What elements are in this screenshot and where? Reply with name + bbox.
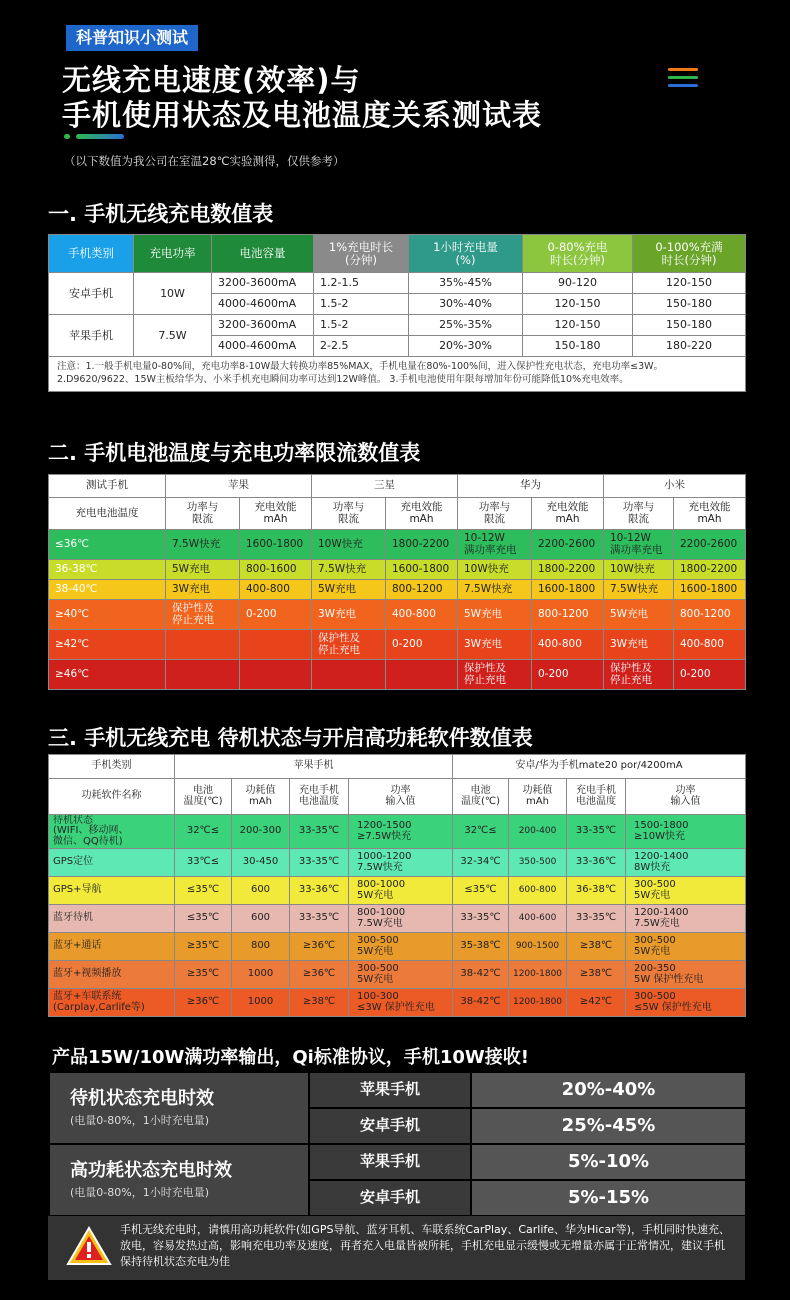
value-cell: 20%-30% <box>409 336 523 357</box>
value-cell: 32℃≤ <box>453 815 509 849</box>
power-usage-table <box>48 754 746 1017</box>
value-cell: 900-1500 <box>509 933 567 961</box>
phone-type: 安卓手机 <box>49 273 134 315</box>
value-cell: 33-35℃ <box>290 815 349 849</box>
value-cell: 200-350 5W 保护性充电 <box>626 961 746 989</box>
sub-header: 功率与 限流 <box>166 498 240 530</box>
value-cell: 33-36℃ <box>567 849 626 877</box>
charge-power: 10W <box>134 273 212 315</box>
value-cell: 5W充电 <box>166 560 240 580</box>
value-cell <box>312 660 386 690</box>
value-cell: 1.5-2 <box>314 294 409 315</box>
summary-brand: 苹果手机 <box>309 1072 471 1108</box>
summary-brand: 安卓手机 <box>309 1180 471 1216</box>
summary-state-title: 高功耗状态充电时效 <box>70 1159 232 1181</box>
value-cell: 1.5-2 <box>314 315 409 336</box>
sub-header: 功率 输入值 <box>349 779 453 815</box>
value-cell: 2200-2600 <box>532 530 604 560</box>
value-cell: ≥36℃ <box>175 989 232 1017</box>
app-name-cell: 蓝牙+通话 <box>49 933 175 961</box>
value-cell: 33-35℃ <box>453 905 509 933</box>
value-cell: 180-220 <box>633 336 746 357</box>
value-cell: 400-800 <box>674 630 746 660</box>
value-cell: 1600-1800 <box>386 560 458 580</box>
value-cell: ≥35℃ <box>175 933 232 961</box>
group-header-apple: 苹果手机 <box>175 755 453 779</box>
value-cell: 150-180 <box>523 336 633 357</box>
value-cell: 1600-1800 <box>240 530 312 560</box>
value-cell: 10W快充 <box>604 560 674 580</box>
value-cell: 30%-40% <box>409 294 523 315</box>
value-cell: 1500-1800 ≥10W快充 <box>626 815 746 849</box>
sub-header: 功率与 限流 <box>458 498 532 530</box>
value-cell: 33-35℃ <box>567 815 626 849</box>
corner-header: 手机类别 <box>49 755 175 779</box>
sub-header: 功耗值 mAh <box>509 779 567 815</box>
value-cell: 38-42℃ <box>453 989 509 1017</box>
value-cell <box>240 660 312 690</box>
summary-percentage: 5%-15% <box>471 1180 746 1216</box>
value-cell: 200-400 <box>509 815 567 849</box>
value-cell <box>166 660 240 690</box>
value-cell: 100-300 ≤3W 保护性充电 <box>349 989 453 1017</box>
section1-title: 一. 手机无线充电数值表 <box>48 202 274 226</box>
value-cell: ≥38℃ <box>567 933 626 961</box>
value-cell: 1800-2200 <box>532 560 604 580</box>
temperature-limit-table <box>48 474 746 690</box>
page-title-line2: 手机使用状态及电池温度关系测试表 <box>62 98 543 132</box>
app-name-cell: 蓝牙+视频播放 <box>49 961 175 989</box>
value-cell: ≥35℃ <box>175 961 232 989</box>
table-row <box>49 630 746 660</box>
corner-subheader: 功耗软件名称 <box>49 779 175 815</box>
temperature-cell: 36-38℃ <box>49 560 166 580</box>
table-row <box>49 560 746 580</box>
page-title-line1: 无线充电速度(效率)与 <box>62 63 361 97</box>
value-cell: 200-300 <box>232 815 290 849</box>
value-cell: 7.5W快充 <box>604 580 674 600</box>
app-name-cell: GPS定位 <box>49 849 175 877</box>
value-cell: 1200-1500 ≥7.5W快充 <box>349 815 453 849</box>
value-cell: 400-600 <box>509 905 567 933</box>
table-row <box>49 877 746 905</box>
value-cell: 0-200 <box>240 600 312 630</box>
summary-row <box>49 1144 746 1180</box>
value-cell: 400-800 <box>532 630 604 660</box>
value-cell: 3W充电 <box>312 600 386 630</box>
value-cell: 7.5W快充 <box>458 580 532 600</box>
value-cell <box>240 630 312 660</box>
app-name-cell: 待机状态 (WIFI、移动网、 微信、QQ待机) <box>49 815 175 849</box>
value-cell: 33-35℃ <box>290 849 349 877</box>
value-cell: 800 <box>232 933 290 961</box>
value-cell: ≥36℃ <box>290 961 349 989</box>
table-note: 注意：1.一般手机电量0-80%间，充电功率8-10W最大转换功率85%MAX，手机电量在80%-100%间，进入保护性充电状态，充电功率≤3W。 2.D9620/9622、15W主板给华为、小米手机充电瞬间功率可达到12W峰值。 3.手机电池使用年限每增加年份可能降低10%充电效率。 <box>49 357 746 392</box>
charge-power: 7.5W <box>134 315 212 357</box>
value-cell: ≥38℃ <box>567 961 626 989</box>
table-row <box>49 961 746 989</box>
summary-percentage: 25%-45% <box>471 1108 746 1144</box>
header-cell: 电池容量 <box>212 235 314 273</box>
sub-header: 充电效能 mAh <box>240 498 312 530</box>
value-cell: 400-800 <box>240 580 312 600</box>
sub-header: 功率与 限流 <box>604 498 674 530</box>
value-cell: ≥42℃ <box>567 989 626 1017</box>
value-cell: 保护性及 停止充电 <box>604 660 674 690</box>
value-cell: 1000 <box>232 961 290 989</box>
sub-header: 电池 温度(℃) <box>175 779 232 815</box>
temperature-cell: ≥42℃ <box>49 630 166 660</box>
sub-header: 充电手机 电池温度 <box>290 779 349 815</box>
value-cell: 2-2.5 <box>314 336 409 357</box>
value-cell: 1800-2200 <box>674 560 746 580</box>
table-row <box>49 905 746 933</box>
value-cell: 1600-1800 <box>674 580 746 600</box>
value-cell: 800-1600 <box>240 560 312 580</box>
app-name-cell: GPS+导航 <box>49 877 175 905</box>
value-cell: 1000 <box>232 989 290 1017</box>
value-cell: 3200-3600mA <box>212 315 314 336</box>
brand-header: 小米 <box>604 475 746 498</box>
summary-state-cell <box>49 1144 309 1216</box>
sub-header: 充电效能 mAh <box>532 498 604 530</box>
value-cell: 0-200 <box>532 660 604 690</box>
value-cell: 0-200 <box>386 630 458 660</box>
value-cell: 120-150 <box>523 315 633 336</box>
value-cell: 300-500 ≤5W 保护性充电 <box>626 989 746 1017</box>
value-cell: 800-1000 7.5W充电 <box>349 905 453 933</box>
value-cell: 90-120 <box>523 273 633 294</box>
value-cell: 120-150 <box>523 294 633 315</box>
value-cell: ≤35℃ <box>453 877 509 905</box>
value-cell <box>166 630 240 660</box>
value-cell: 10W快充 <box>312 530 386 560</box>
value-cell: 4000-4600mA <box>212 336 314 357</box>
value-cell: 120-150 <box>633 273 746 294</box>
summary-percentage: 5%-10% <box>471 1144 746 1180</box>
sub-header: 充电效能 mAh <box>674 498 746 530</box>
value-cell: 保护性及 停止充电 <box>458 660 532 690</box>
header-cell: 0-80%充电 时长(分钟) <box>523 235 633 273</box>
test-condition-note: （以下数值为我公司在室温28℃实验测得，仅供参考） <box>64 154 345 168</box>
value-cell: 800-1200 <box>674 600 746 630</box>
summary-state-cell <box>49 1072 309 1144</box>
value-cell: 1200-1800 <box>509 989 567 1017</box>
corner-subheader: 充电电池温度 <box>49 498 166 530</box>
section3-title: 三. 手机无线充电 待机状态与开启高功耗软件数值表 <box>48 726 533 750</box>
header-cell: 充电功率 <box>134 235 212 273</box>
value-cell: 4000-4600mA <box>212 294 314 315</box>
temperature-cell: ≤36℃ <box>49 530 166 560</box>
brand-header: 三星 <box>312 475 458 498</box>
table-row <box>49 315 746 336</box>
summary-state-sub: (电量0-80%，1小时充电量) <box>70 1185 209 1199</box>
value-cell: 3W充电 <box>604 630 674 660</box>
app-name-cell: 蓝牙+车联系统 (Carplay,Carlife等) <box>49 989 175 1017</box>
value-cell: 150-180 <box>633 315 746 336</box>
table-row <box>49 600 746 630</box>
value-cell: ≤35℃ <box>175 877 232 905</box>
value-cell: 5W充电 <box>604 600 674 630</box>
value-cell: 800-1000 5W充电 <box>349 877 453 905</box>
value-cell: 300-500 5W充电 <box>349 933 453 961</box>
warning-text: 手机无线充电时，请慎用高功耗软件(如GPS导航、蓝牙耳机、车联系统CarPlay、Carlife、华为Hicar等)，手机同时快速充、放电，容易发热过高，影响充电功率及速度，再者充入电量皆被所耗，手机充电显示缓慢或无增量亦属于正常情况，建议手机保持待机状态充电为佳 <box>120 1223 730 1268</box>
accent-dot <box>64 134 70 139</box>
section2-title: 二. 手机电池温度与充电功率限流数值表 <box>48 441 421 465</box>
value-cell: 2200-2600 <box>674 530 746 560</box>
value-cell: 1600-1800 <box>532 580 604 600</box>
value-cell: 33-36℃ <box>290 877 349 905</box>
value-cell: 33℃≤ <box>175 849 232 877</box>
brand-header: 苹果 <box>166 475 312 498</box>
table-row <box>49 933 746 961</box>
app-name-cell: 蓝牙待机 <box>49 905 175 933</box>
corner-header: 测试手机 <box>49 475 166 498</box>
value-cell: 33-35℃ <box>567 905 626 933</box>
value-cell: 350-500 <box>509 849 567 877</box>
value-cell: 300-500 5W充电 <box>349 961 453 989</box>
value-cell: 1200-1800 <box>509 961 567 989</box>
value-cell: 32-34℃ <box>453 849 509 877</box>
value-cell: 5W充电 <box>458 600 532 630</box>
value-cell: 400-800 <box>386 600 458 630</box>
value-cell: 保护性及 停止充电 <box>312 630 386 660</box>
sub-header: 功率与 限流 <box>312 498 386 530</box>
value-cell <box>386 660 458 690</box>
summary-state-title: 待机状态充电时效 <box>70 1087 214 1109</box>
value-cell: ≥36℃ <box>290 933 349 961</box>
table-row <box>49 989 746 1017</box>
value-cell: 25%-35% <box>409 315 523 336</box>
value-cell: 5W充电 <box>312 580 386 600</box>
sub-header: 电池 温度(℃) <box>453 779 509 815</box>
value-cell: 1000-1200 7.5W快充 <box>349 849 453 877</box>
table-row <box>49 273 746 294</box>
header-cell: 手机类别 <box>49 235 134 273</box>
value-cell: 10W快充 <box>458 560 532 580</box>
value-cell: 32℃≤ <box>175 815 232 849</box>
temperature-cell: ≥46℃ <box>49 660 166 690</box>
table-row <box>49 849 746 877</box>
summary-brand: 安卓手机 <box>309 1108 471 1144</box>
value-cell: 600 <box>232 905 290 933</box>
header-cell: 1%充电时长 (分钟) <box>314 235 409 273</box>
value-cell: 150-180 <box>633 294 746 315</box>
brand-header: 华为 <box>458 475 604 498</box>
value-cell: 3W充电 <box>166 580 240 600</box>
value-cell: 30-450 <box>232 849 290 877</box>
charging-efficiency-summary <box>48 1071 747 1217</box>
value-cell: 1200-1400 8W快充 <box>626 849 746 877</box>
value-cell: 3W充电 <box>458 630 532 660</box>
table-row <box>49 580 746 600</box>
phone-type: 苹果手机 <box>49 315 134 357</box>
value-cell: 36-38℃ <box>567 877 626 905</box>
value-cell: 38-42℃ <box>453 961 509 989</box>
value-cell: 1.2-1.5 <box>314 273 409 294</box>
value-cell: 600 <box>232 877 290 905</box>
summary-state-sub: (电量0-80%，1小时充电量) <box>70 1113 209 1127</box>
header-cell: 0-100%充满 时长(分钟) <box>633 235 746 273</box>
value-cell: 7.5W快充 <box>312 560 386 580</box>
value-cell: 300-500 5W充电 <box>626 877 746 905</box>
value-cell: 10-12W 满功率充电 <box>458 530 532 560</box>
value-cell: 1800-2200 <box>386 530 458 560</box>
table-row <box>49 530 746 560</box>
value-cell: 7.5W快充 <box>166 530 240 560</box>
header-cell: 1小时充电量 (%) <box>409 235 523 273</box>
accent-bar <box>76 134 124 139</box>
value-cell: 35%-45% <box>409 273 523 294</box>
value-cell: 1200-1400 7.5W充电 <box>626 905 746 933</box>
sub-header: 充电手机 电池温度 <box>567 779 626 815</box>
value-cell: 800-1200 <box>532 600 604 630</box>
value-cell: 300-500 5W充电 <box>626 933 746 961</box>
table-row <box>49 815 746 849</box>
warning-triangle-icon <box>66 1226 112 1266</box>
group-header-android: 安卓/华为手机mate20 por/4200mA <box>453 755 746 779</box>
value-cell: 3200-3600mA <box>212 273 314 294</box>
menu-lines-icon <box>668 68 698 90</box>
temperature-cell: ≥40℃ <box>49 600 166 630</box>
value-cell: ≥38℃ <box>290 989 349 1017</box>
sub-header: 功耗值 mAh <box>232 779 290 815</box>
sub-header: 功率 输入值 <box>626 779 746 815</box>
value-cell: 保护性及 停止充电 <box>166 600 240 630</box>
value-cell: 33-35℃ <box>290 905 349 933</box>
product-slogan: 产品15W/10W满功率输出，Qi标准协议，手机10W接收! <box>52 1047 529 1068</box>
summary-brand: 苹果手机 <box>309 1144 471 1180</box>
value-cell: 10-12W 满功率充电 <box>604 530 674 560</box>
value-cell: 0-200 <box>674 660 746 690</box>
table-row <box>49 660 746 690</box>
topic-tag: 科普知识小测试 <box>66 25 198 51</box>
value-cell: ≤35℃ <box>175 905 232 933</box>
sub-header: 充电效能 mAh <box>386 498 458 530</box>
summary-percentage: 20%-40% <box>471 1072 746 1108</box>
value-cell: 600-800 <box>509 877 567 905</box>
temperature-cell: 38-40℃ <box>49 580 166 600</box>
value-cell: 800-1200 <box>386 580 458 600</box>
summary-row <box>49 1072 746 1108</box>
wireless-charging-table <box>48 234 746 392</box>
value-cell: 35-38℃ <box>453 933 509 961</box>
